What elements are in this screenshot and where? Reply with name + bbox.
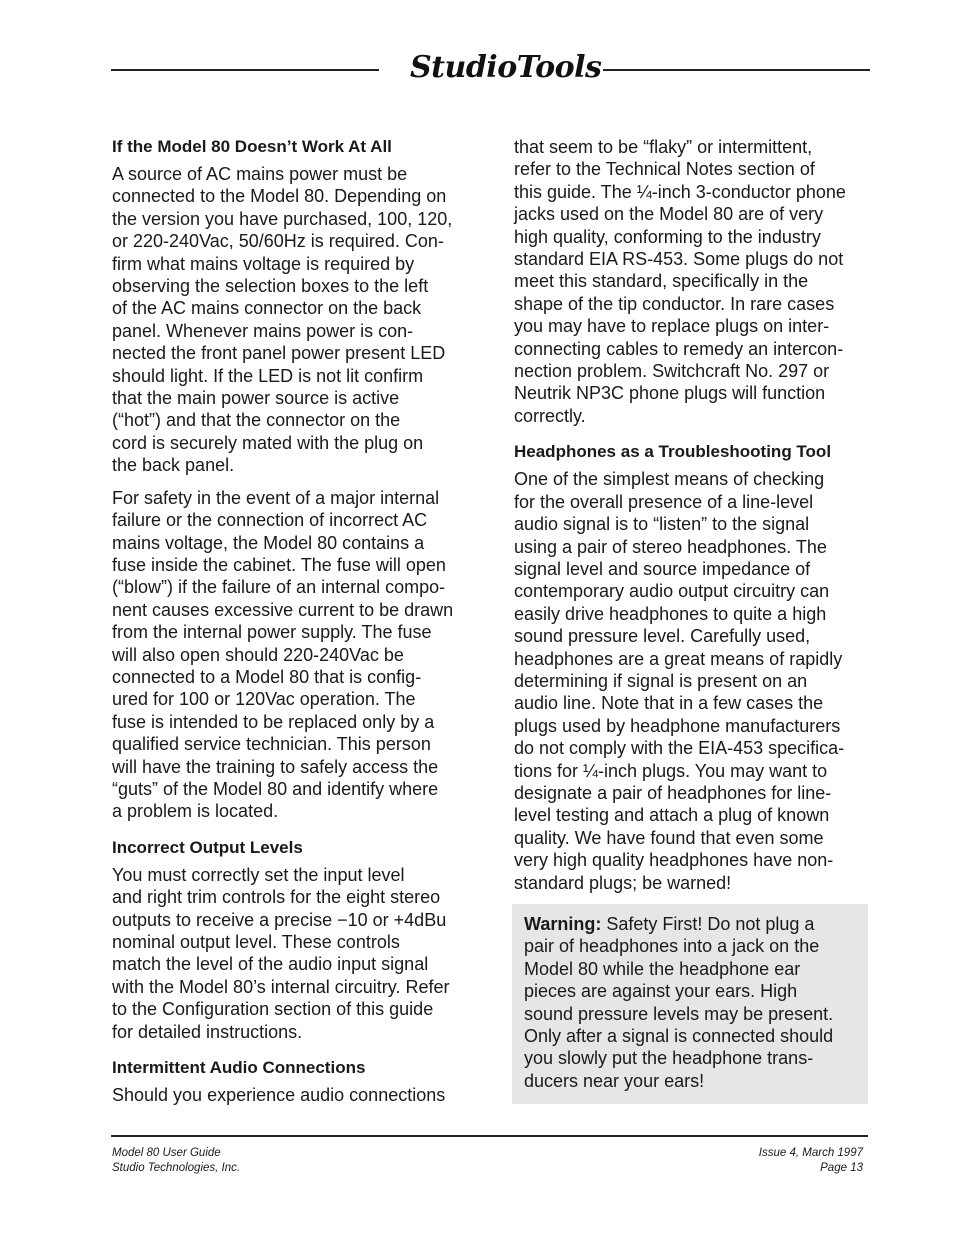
left-column xyxy=(112,136,472,1116)
studiotools-logo: StudioTools xyxy=(410,50,602,85)
warning-callout xyxy=(512,904,868,1104)
warning-label: Warning: xyxy=(524,914,602,934)
footer-right xyxy=(759,1146,863,1176)
footer-left xyxy=(112,1146,240,1176)
footer-page-number: Page 13 xyxy=(820,1162,863,1174)
footer-issue: Issue 4, March 1997 xyxy=(758,1147,863,1159)
section-heading-doesnt-work: If the Model 80 Doesn’t Work At All xyxy=(112,137,392,156)
warning-body: Safety First! Do not plug a pair of headphones into a jack on the Model 80 while the headphone ear pieces are against your ears. High sound pressure levels may be present. Only after a signal is connected should you slowly put the headphone trans- ducers near your ears! xyxy=(524,914,834,1091)
section-heading-intermittent: Intermittent Audio Connections xyxy=(112,1058,366,1078)
paragraph-intermittent-start: Should you experience audio connections xyxy=(112,1085,446,1106)
footer-rule xyxy=(111,1135,868,1137)
paragraph-output-levels: You must correctly set the input level and right trim controls for the eight stereo outputs to receive a precise −10 or +4dBu nominal output level. These controls match the level of the audio input signal with the Model 80’s internal circuitry. Refer to the Configuration section of this guide for detailed instructions. xyxy=(112,864,450,1042)
header-rule-right xyxy=(603,69,870,71)
section-heading-headphones: Headphones as a Troubleshooting Tool xyxy=(514,442,832,462)
footer-guide-title: Model 80 User Guide xyxy=(112,1147,221,1159)
paragraph-ac-mains: A source of AC mains power must be connected to the Model 80. Depending on the version you have purchased, 100, 120, or 220-240Vac, 50/60Hz is required. Con- firm what mains voltage is required by observing the selection boxes to the left of the AC mains connector on the back panel. Whenever mains power is con- nected the front panel power present LED should light. If the LED is not lit confirm that the main power source is active (“hot”) and that the connector on the cord is securely mated with the plug on the back panel. xyxy=(112,164,453,476)
paragraph-fuse-safety: For safety in the event of a major internal failure or the connection of incorrect AC mains voltage, the Model 80 contains a fuse inside the cabinet. The fuse will open (“blow”) if the failure of an internal compo- nent causes excessive current to be drawn from the internal power supply. The fuse will also open should 220-240Vac be connected to a Model 80 that is config- ured for 100 or 120Vac operation. The fuse is intended to be replaced only by a qualified service technician. This person will have the training to safely access the “guts” of the Model 80 and identify where a problem is located. xyxy=(112,487,454,822)
right-column xyxy=(514,136,864,1104)
header-rule-left xyxy=(111,69,379,71)
warning-text xyxy=(524,913,858,1092)
footer-company: Studio Technologies, Inc. xyxy=(112,1162,241,1174)
paragraph-intermittent-continued: that seem to be “flaky” or intermittent, refer to the Technical Notes section of this guide. The ¼-inch 3-conductor phone jacks used on the Model 80 are of very high quality, conforming to the industry standard EIA RS-453. Some plugs do not meet this standard, specifically in the shape of the tip conductor. In rare cases you may have to replace plugs on inter- connecting cables to remedy an intercon- nection problem. Switchcraft No. 297 or Neutrik NP3C phone plugs will function correctly. xyxy=(514,137,846,426)
paragraph-headphones: One of the simplest means of checking for the overall presence of a line-level audio signal is to “listen” to the signal using a pair of stereo headphones. The signal level and source impedance of contemporary audio output circuitry can easily drive headphones to quite a high sound pressure level. Carefully used, headphones are a great means of rapidly determining if signal is present on an audio line. Note that in a few cases the plugs used by headphone manufacturers do not comply with the EIA-453 specifica- tions for ¼-inch plugs. You may want to designate a pair of headphones for line- level testing and attach a plug of known quality. We have found that even some very high quality headphones have non- standard plugs; be warned! xyxy=(514,469,845,893)
section-heading-output-levels: Incorrect Output Levels xyxy=(112,837,303,857)
